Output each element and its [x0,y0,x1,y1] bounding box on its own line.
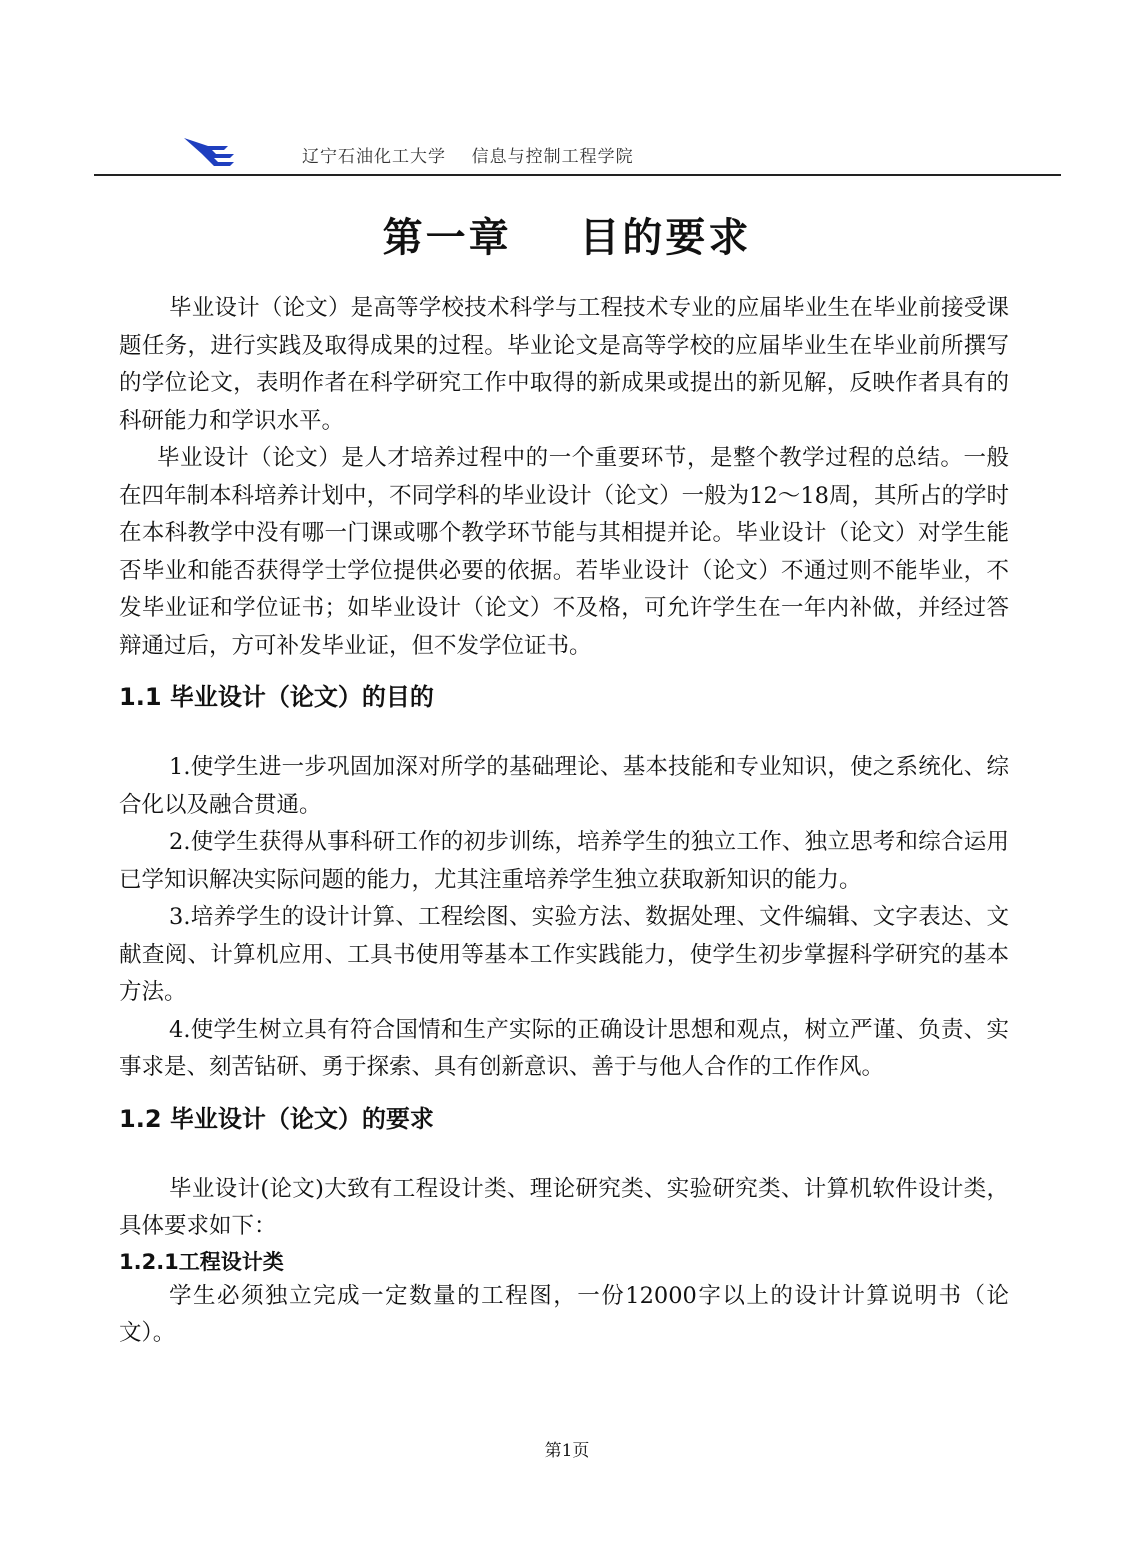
intro-paragraph-2: 毕业设计（论文）是人才培养过程中的一个重要环节，是整个教学过程的总结。一般在四年制本科培养计划中，不同学科的毕业设计（论文）一般为12～18周，其所占的学时在本科教学中没有哪一门课或哪个教学环节能与其相提并论。毕业设计（论文）对学生能否毕业和能否获得学士学位提供必要的依据。若毕业设计（论文）不通过则不能毕业，不发毕业证和学位证书；如毕业设计（论文）不及格，可允许学生在一年内补做，并经过答辩通过后，方可补发毕业证，但不发学位证书。 [119,445,1009,659]
section-heading-1-1: 1.1 毕业设计（论文）的目的 [119,683,434,711]
page-body [119,290,1009,1353]
university-logo-icon [184,136,236,170]
page-header [94,128,1061,176]
requirements-intro: 毕业设计(论文)大致有工程设计类、理论研究类、实验研究类、计算机软件设计类，具体要求如下： [119,1175,1009,1239]
purpose-item-1: 1.使学生进一步巩固加深对所学的基础理论、基本技能和专业知识，使之系统化、综合化以及融合贯通。 [119,754,1009,818]
purpose-item-3: 3.培养学生的设计计算、工程绘图、实验方法、数据处理、文件编辑、文字表达、文献查阅、计算机应用、工具书使用等基本工作实践能力，使学生初步掌握科学研究的基本方法。 [119,904,1009,1005]
purpose-item-2: 2.使学生获得从事科研工作的初步训练，培养学生的独立工作、独立思考和综合运用已学知识解决实际问题的能力，尤其注重培养学生独立获取新知识的能力。 [119,829,1009,893]
page-number: 第1页 [544,1441,590,1461]
chapter-title: 第一章 目的要求 [382,215,752,261]
section-heading-1-2: 1.2 毕业设计（论文）的要求 [119,1104,434,1133]
purpose-list [119,749,1009,1087]
header-institution: 辽宁石油化工大学 信息与控制工程学院 [302,147,634,167]
purpose-item-4: 4.使学生树立具有符合国情和生产实际的正确设计思想和观点，树立严谨、负责、实事求是、刻苦钻研、勇于探索、具有创新意识、善于与他人合作的工作作风。 [119,1016,1009,1080]
subsection-heading-1-2-1: 1.2.1工程设计类 [119,1249,284,1274]
engineering-design-text: 学生必须独立完成一定数量的工程图，一份12000字以上的设计计算说明书（论文）。 [119,1282,1009,1346]
intro-paragraph-1: 毕业设计（论文）是高等学校技术科学与工程技术专业的应届毕业生在毕业前接受课题任务，进行实践及取得成果的过程。毕业论文是高等学校的应届毕业生在毕业前所撰写的学位论文，表明作者在科学研究工作中取得的新成果或提出的新见解，反映作者具有的科研能力和学识水平。 [119,295,1009,434]
